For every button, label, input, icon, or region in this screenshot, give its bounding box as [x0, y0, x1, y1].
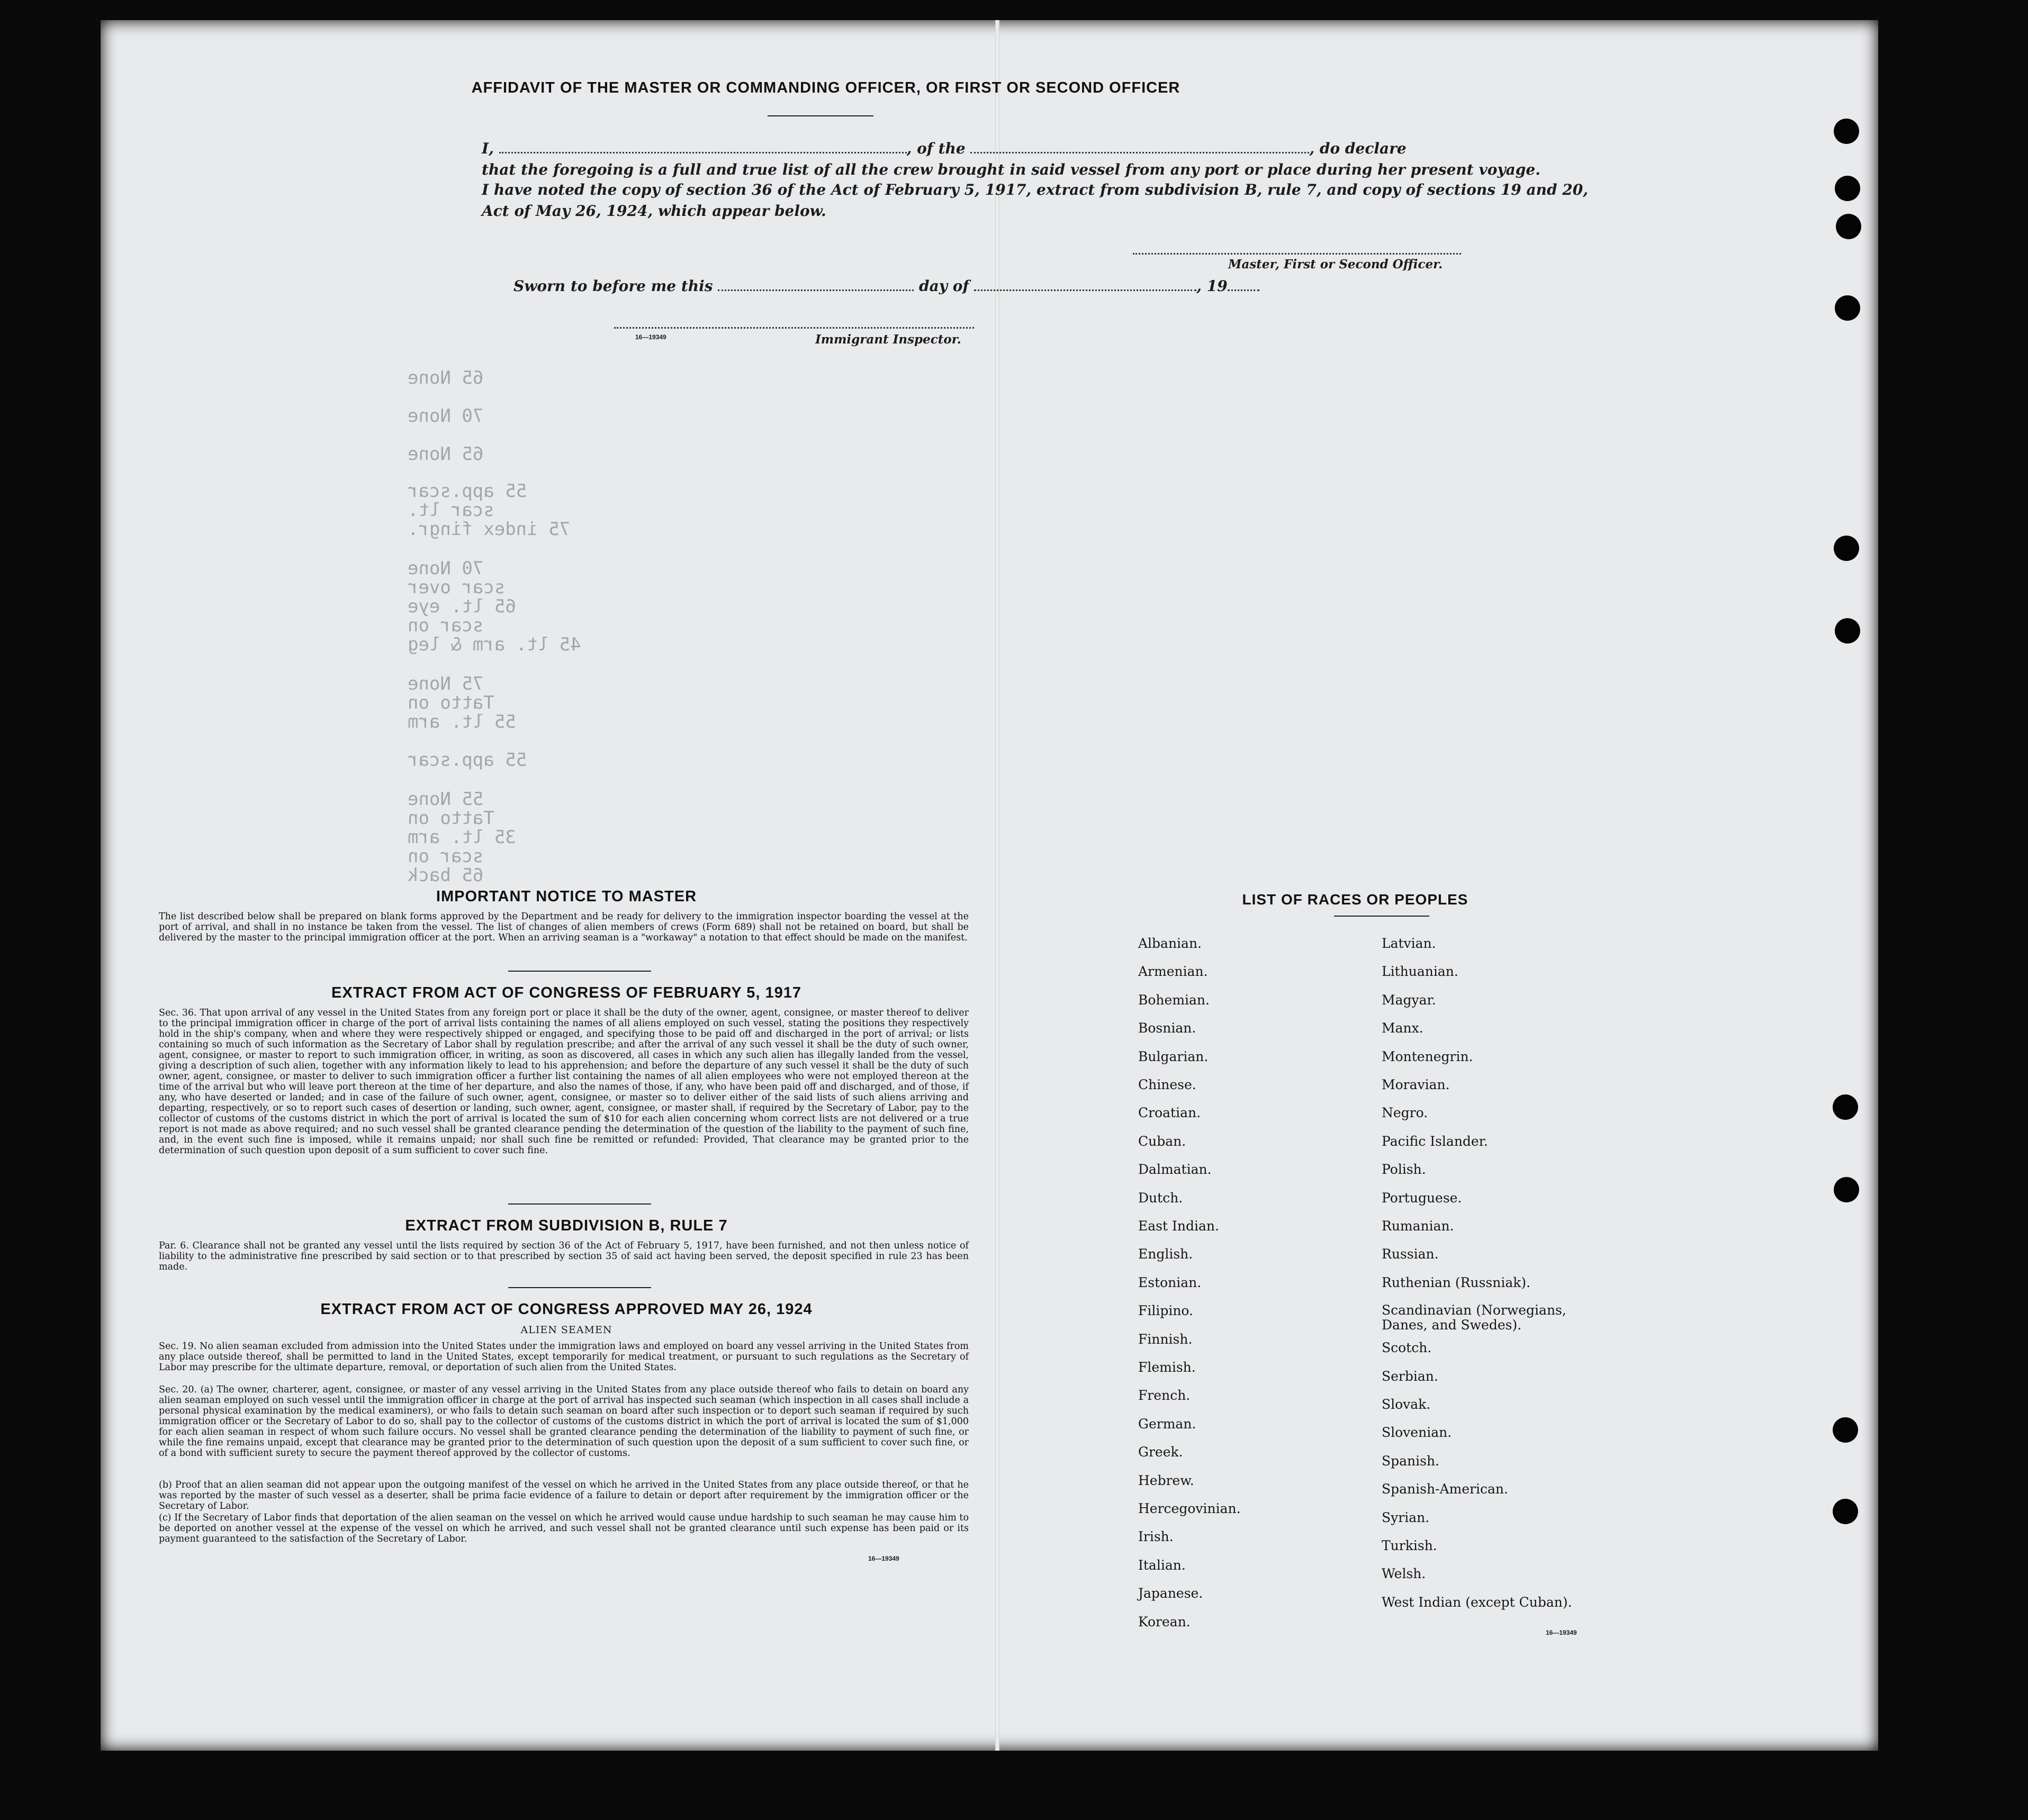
punch-hole-icon: [1834, 1177, 1859, 1202]
race-item: Welsh.: [1382, 1566, 1426, 1582]
alien-seamen-subtitle: ALIEN SEAMEN: [520, 1324, 612, 1336]
ghost-text-line: 55 None: [408, 789, 484, 810]
title-divider: [768, 115, 873, 116]
race-item: Slovak.: [1382, 1397, 1431, 1412]
punch-hole-icon: [1833, 1499, 1858, 1524]
race-item: Negro.: [1382, 1105, 1428, 1121]
ghost-text-line: 70 None: [408, 405, 484, 427]
ghost-text-line: 65 lt. eye: [408, 596, 516, 617]
punch-hole-icon: [1833, 1094, 1858, 1120]
race-item: Lithuanian.: [1382, 964, 1458, 980]
do-declare-label: , do declare: [1309, 140, 1407, 157]
race-item: Rumanian.: [1382, 1218, 1454, 1234]
ghost-text-line: 35 lt. arm: [408, 827, 516, 848]
document-page: [101, 20, 1878, 1751]
race-item: Syrian.: [1382, 1509, 1430, 1525]
sworn-day-field[interactable]: [718, 289, 914, 291]
day-of-label: day of: [919, 277, 969, 295]
race-item: Magyar.: [1382, 992, 1436, 1008]
extract-rule7-text: Par. 6. Clearance shall not be granted any vessel until the lists required by section 36 of the Act of February 5, 1917, have been furnished, and not then unless notice of liability to the administrative fine prescribed by said section or to that prescribed by section 35 of said act having been served, the deposit specified in rule 23 has been made.: [159, 1241, 969, 1272]
race-item: Slovenian.: [1382, 1425, 1452, 1441]
race-item: Hebrew.: [1138, 1472, 1194, 1488]
race-item: Polish.: [1382, 1162, 1426, 1178]
ghost-text-line: 75 None: [408, 673, 484, 694]
race-item: Portuguese.: [1382, 1190, 1462, 1206]
declaration-line-1: [482, 140, 1593, 157]
race-item: Korean.: [1138, 1614, 1191, 1629]
declaration-line-2: that the foregoing is a full and true list of all the crew brought in said vessel from any port or place during her present voyage.: [482, 161, 1540, 178]
section-divider: [508, 1203, 651, 1205]
race-item: Manx.: [1382, 1020, 1423, 1036]
notice-title: IMPORTANT NOTICE TO MASTER: [436, 888, 697, 905]
ghost-text-line: 65 back: [408, 865, 484, 886]
signature-label: Master, First or Second Officer.: [1228, 257, 1443, 271]
declarant-label: I,: [482, 140, 494, 157]
ghost-text-line: 65 None: [408, 443, 484, 465]
ghost-text-line: Tatto on: [408, 808, 494, 829]
race-item: Albanian.: [1138, 936, 1202, 951]
race-item: Greek.: [1138, 1444, 1183, 1460]
inspector-signature-field[interactable]: [614, 327, 974, 329]
race-item: Estonian.: [1138, 1274, 1202, 1290]
form-number: 16—19349: [868, 1555, 899, 1562]
punch-hole-icon: [1833, 1417, 1858, 1443]
race-item: Finnish.: [1138, 1331, 1193, 1347]
ghost-text-line: 75 index fingr.: [408, 519, 571, 540]
race-item: English.: [1138, 1246, 1193, 1262]
race-item: Russian.: [1382, 1246, 1439, 1262]
punch-hole-icon: [1835, 176, 1860, 201]
extract-1917-text: Sec. 36. That upon arrival of any vessel in the United States from any foreign port or place it shall be the duty of the owner, agent, consignee, or master thereof to deliver to the principal immigration officer in charge of the port of arrival lists containing the names of all aliens employed on such vessel, stating the positions they respectively hold in the ship's company, when and where they were respectively shipped or engaged, and specifying those to be paid off and discharged in the port of arrival; or lists containing so much of such information as the Secretary of Labor shall by regulation prescribe; and after the arrival of any such vessel it shall be the duty of such owner, agent, consignee, or master to report to such immigration officer, in writing, as soon as discovered, all cases in which any such alien has illegally landed from the vessel, giving a description of such alien, together with any information likely to lead to his apprehension; and before the departure of any such vessel it shall be the duty of such owner, agent, consignee, or master to deliver to such immigration officer a further list containing the names of all alien employees who were not employed thereon at the time of the arrival but who will leave port thereon at the time of her departure, and also the names of those, if any, who have been paid off and discharged, and of those, if any, who have deserted or landed; and in case of the failure of such owner, agent, consignee, or master so to deliver either of the said lists of such aliens arriving and departing, respectively, or so to report such cases of desertion or landing, such owner, agent, consignee, or master shall, if required by the Secretary of Labor, pay to the collector of customs of the customs district in which the port of arrival is located the sum of $10 for each alien concerning whom correct lists are not delivered or a true report is not made as above required; and no such vessel shall be granted clearance pending the determination of the question of the liability to the payment of such fine, and, in the event such fine is imposed, while it remains unpaid; nor shall such fine be remitted or refunded: Provided, That clearance may be granted prior to the determination of such question upon deposit of a sum sufficient to cover such fine.: [159, 1008, 969, 1156]
ghost-text-line: scar on: [408, 846, 484, 867]
sworn-year-field[interactable]: [1228, 289, 1259, 291]
race-item: Ruthenian (Russniak).: [1382, 1274, 1531, 1290]
race-item: French.: [1138, 1388, 1191, 1404]
ghost-text-line: scar over: [408, 577, 506, 598]
declaration-line-4: Act of May 26, 1924, which appear below.: [482, 202, 826, 220]
section-19-text: Sec. 19. No alien seaman excluded from admission into the United States under the immigration laws and employed on board any vessel arriving in the United States from any place outside thereof, shall be permitted to land in the United States, except temporarily for medical treatment, or pursuant to such regulations as the Secretary of Labor may prescribe for the ultimate departure, removal, or deportation of such alien from the United States.: [159, 1341, 969, 1373]
race-item: Pacific Islander.: [1382, 1133, 1488, 1149]
declarant-name-field[interactable]: [499, 152, 907, 153]
sworn-line: [513, 277, 1259, 295]
punch-hole-icon: [1835, 295, 1860, 321]
of-the-label: , of the: [906, 140, 966, 157]
race-item: Spanish.: [1382, 1453, 1440, 1469]
race-item: German.: [1138, 1416, 1196, 1432]
ghost-text-line: 55 lt. arm: [408, 711, 516, 732]
race-item: Dalmatian.: [1138, 1162, 1212, 1178]
race-item: Italian.: [1138, 1557, 1186, 1573]
ghost-text-line: Tatto on: [408, 692, 494, 713]
races-divider: [1334, 916, 1429, 917]
race-item: Hercegovinian.: [1138, 1501, 1241, 1516]
section-divider: [508, 1287, 651, 1288]
race-item: Dutch.: [1138, 1190, 1183, 1206]
race-item: Serbian.: [1382, 1368, 1438, 1384]
section-20a-text: Sec. 20. (a) The owner, charterer, agent, consignee, or master of any vessel arriving in the United States from any place outside thereof who fails to detain on board any alien seaman employed on such vessel until the immigration officer in charge at the port of arrival has inspected such seaman (which inspection in all cases shall include a personal physical examination by the medical examiners), or who fails to detain such seaman on board after such inspection or to deport such seaman if required by such immigration officer or the Secretary of Labor to do so, shall pay to the collector of customs of the customs district in which the port of arrival is located the sum of $1,000 for each alien seaman in respect of whom such failure occurs. No vessel shall be granted clearance pending the determination of the liability to payment of such fine, or while the fine remains unpaid, except that clearance may be granted prior to the determination of such question upon the deposit of a sum sufficient to cover such fine, or of a bond with sufficient surety to secure the payment thereof approved by the collector of customs.: [159, 1384, 969, 1459]
extract-rule7-title: EXTRACT FROM SUBDIVISION B, RULE 7: [405, 1217, 728, 1234]
section-divider: [508, 971, 651, 972]
ghost-text-line: 45 lt. arm & leg: [408, 634, 581, 655]
race-item: Cuban.: [1138, 1133, 1186, 1149]
ghost-text-line: scar on: [408, 615, 484, 636]
sworn-prefix: Sworn to before me this: [513, 277, 713, 295]
form-number: 16—19349: [635, 333, 666, 341]
punch-hole-icon: [1836, 214, 1861, 239]
form-number: 16—19349: [1546, 1629, 1577, 1636]
declaration-line-3: I have noted the copy of section 36 of the Act of February 5, 1917, extract from subdivision B, rule 7, and copy of sections 19 and 20,: [482, 181, 1589, 198]
race-item: Spanish-American.: [1382, 1481, 1508, 1497]
ghost-text-line: 70 None: [408, 558, 484, 579]
signature-field[interactable]: [1133, 253, 1461, 255]
race-item: Armenian.: [1138, 964, 1208, 980]
ghost-text-line: scar lt.: [408, 500, 494, 521]
race-item: Scandinavian (Norwegians, Danes, and Swedes).: [1382, 1302, 1566, 1333]
race-item: Flemish.: [1138, 1360, 1196, 1375]
race-item: Bohemian.: [1138, 992, 1210, 1008]
race-item: Moravian.: [1382, 1077, 1450, 1092]
extract-1917-title: EXTRACT FROM ACT OF CONGRESS OF FEBRUARY 5, 1917: [331, 984, 802, 1001]
race-item: Turkish.: [1382, 1538, 1437, 1553]
vessel-name-field[interactable]: [970, 152, 1309, 153]
race-item: Montenegrin.: [1382, 1048, 1473, 1064]
punch-hole-icon: [1835, 618, 1860, 644]
race-item: Bosnian.: [1138, 1020, 1196, 1036]
race-item: West Indian (except Cuban).: [1382, 1594, 1572, 1610]
ghost-text-line: 55 app.scar: [408, 749, 527, 771]
punch-hole-icon: [1834, 119, 1859, 144]
ghost-text-line: 55 app.scar: [408, 481, 527, 502]
notice-text: The list described below shall be prepared on blank forms approved by the Department and be ready for delivery to the immigration inspector boarding the vessel at the port of arrival, and shall in no instance be taken from the vessel. The list of changes of alien members of crews (Form 689) shall not be retained on board, but shall be delivered by the master to the principal immigration officer at the port. When an arriving seaman is a "workaway" a notation to that effect should be made on the manifest.: [159, 911, 969, 943]
races-title: LIST OF RACES OR PEOPLES: [1242, 891, 1468, 908]
race-item: Chinese.: [1138, 1077, 1196, 1092]
section-20b-text: (b) Proof that an alien seaman did not appear upon the outgoing manifest of the vessel on which he arrived in the United States from any place outside thereof, or that he was reported by the master of such vessel as a deserter, shall be prima facie evidence of a failure to detain or deport after requirement by the immigration officer or the Secretary of Labor.: [159, 1480, 969, 1511]
punch-hole-icon: [1834, 536, 1859, 561]
race-item: Bulgarian.: [1138, 1048, 1209, 1064]
race-item: Scotch.: [1382, 1340, 1432, 1356]
extract-1924-title: EXTRACT FROM ACT OF CONGRESS APPROVED MAY 26, 1924: [320, 1301, 813, 1318]
race-item: Latvian.: [1382, 936, 1436, 951]
sworn-month-field[interactable]: [974, 289, 1196, 291]
race-item: Filipino.: [1138, 1303, 1193, 1319]
race-item: Irish.: [1138, 1529, 1174, 1545]
affidavit-title: AFFIDAVIT OF THE MASTER OR COMMANDING OFFICER, OR FIRST OR SECOND OFFICER: [471, 79, 1180, 96]
inspector-label: Immigrant Inspector.: [815, 332, 961, 347]
section-20c-text: (c) If the Secretary of Labor finds that deportation of the alien seaman on the vessel on which he arrived would cause undue hardship to such seaman he may cause him to be deported on another vessel at the expense of the vessel on which he arrived, and such vessel shall not be granted clearance until such expense has been paid or its payment guaranteed to the satisfaction of the Secretary of Labor.: [159, 1513, 969, 1544]
race-item: East Indian.: [1138, 1218, 1219, 1234]
ghost-text-line: 65 None: [408, 367, 484, 388]
race-item: Japanese.: [1138, 1586, 1203, 1601]
year-label: , 19: [1196, 277, 1228, 295]
race-item: Croatian.: [1138, 1105, 1201, 1121]
